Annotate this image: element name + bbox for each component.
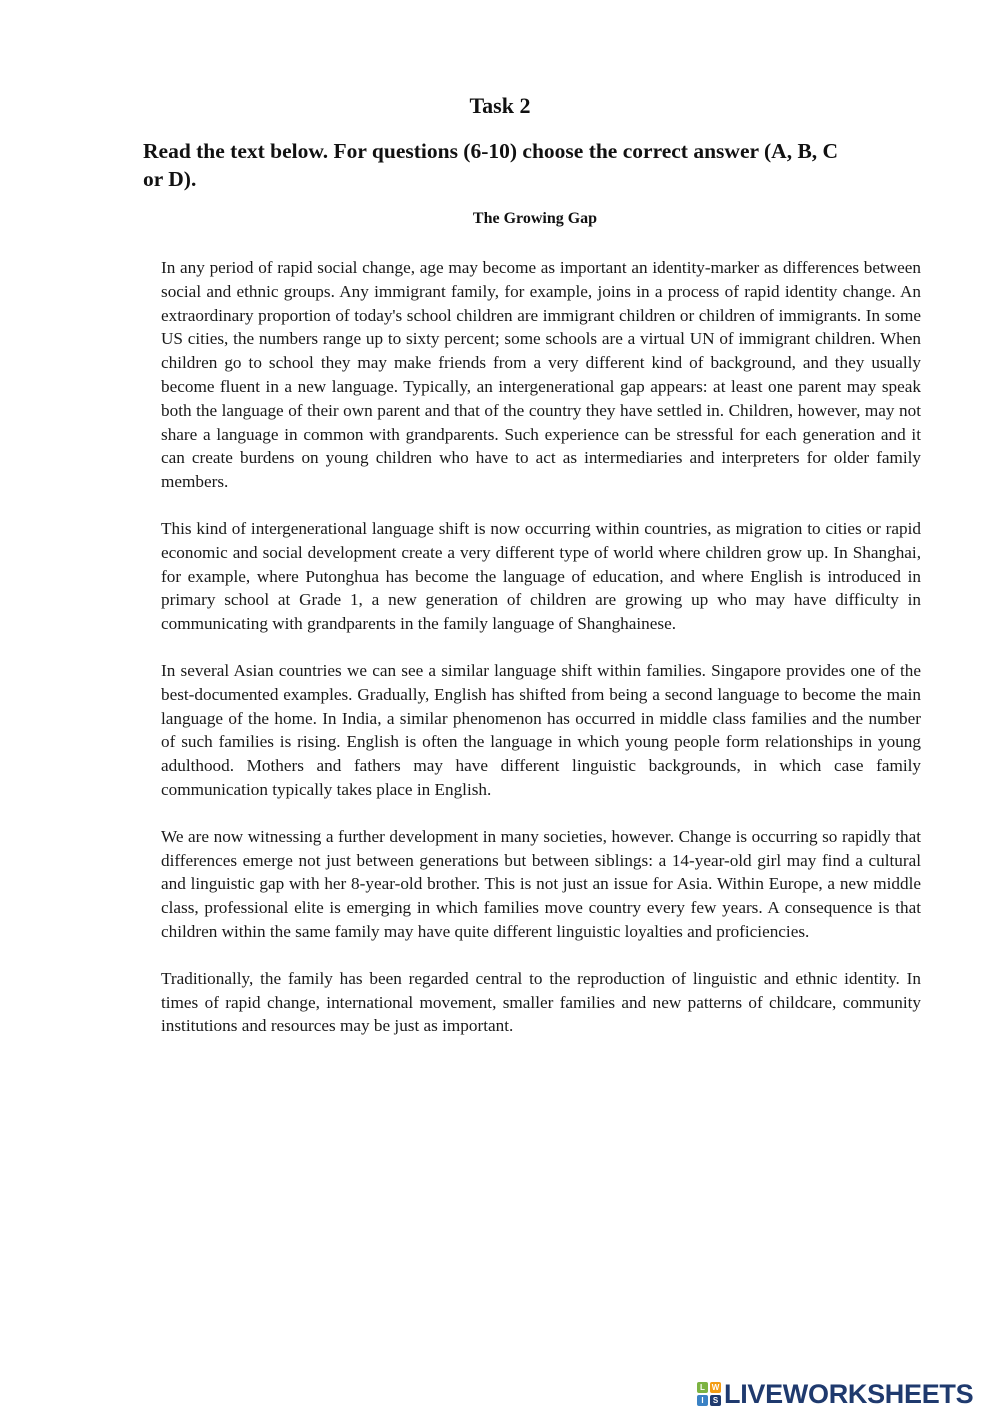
liveworksheets-logo[interactable] [697,1378,973,1410]
paragraph-5: Traditionally, the family has been regarded central to the reproduction of linguistic and ethnic identity. In times of rapid change, international movement, smaller families and new patterns of childcare, community institutions and resources may be just as important. [161,968,921,1036]
paragraph-4: We are now witnessing a further development in many societies, however. Change is occurring so rapidly that differences emerge not just between generations but between siblings: a 14-year-old girl may find a cultural and linguistic gap with her 8-year-old brother. This is not just an issue for Asia. Within Europe, a new middle class, professional elite is emerging in which families move country every few years. A consequence is that children within the same family may have quite different linguistic loyalties and proficiencies. [161,826,921,941]
paragraph-1: In any period of rapid social change, age may become as important an identity-marker as differences between social and ethnic groups. Any immigrant family, for example, joins in a process of rapid identity change. An extraordinary proportion of today's school children are immigrant children or children of immigrants. In some US cities, the numbers range up to sixty percent; some schools are a virtual UN of immigrant children. When children go to school they may make friends from a very different kind of background, and they usually become fluent in a new language. Typically, an intergenerational gap appears: at least one parent may speak both the language of their own parent and that of the country they have settled in. Children, however, may not share a language in common with grandparents. Such experience can be stressful for each generation and it can create burdens on young children who have to act as intermediaries and interpreters for older family members. [161,258,921,492]
task-title: Task 2 [469,93,531,118]
liveworksheets-logo-text: LIVEWORKSHEETS [724,1378,974,1409]
logo-mark-tile: L [697,1382,708,1393]
reading-passage [161,256,921,1061]
logo-mark-tile: W [711,1383,720,1392]
reading-text-title: The Growing Gap [472,210,598,227]
instruction-text: Read the text below. For questions (6-10) choose the correct answer (A, B, C or D). [143,139,839,191]
logo-mark-tile: I [697,1395,708,1406]
paragraph-2: This kind of intergenerational language shift is now occurring within countries, as migration to cities or rapid economic and social development create a very different type of world where children grow up. In Shanghai, for example, where Putonghua has become the language of education, and where English is introduced in primary school at Grade 1, a new generation of children are growing up who may have difficulty in communicating with grandparents in the family language of Shanghainese. [161,518,921,634]
logo-mark-tile: S [710,1395,721,1406]
paragraph-3: In several Asian countries we can see a similar language shift within families. Singapore provides one of the best-documented examples. Gradually, English has shifted from being a second language to become the main language of the home. In India, a similar phenomenon has occurred in middle class families and the number of such families is rising. English is often the language in which young people form relationships in young adulthood. Mothers and fathers may have different linguistic backgrounds, in which case family communication typically takes place in English. [161,660,921,799]
liveworksheets-logo-icon [697,1382,721,1406]
